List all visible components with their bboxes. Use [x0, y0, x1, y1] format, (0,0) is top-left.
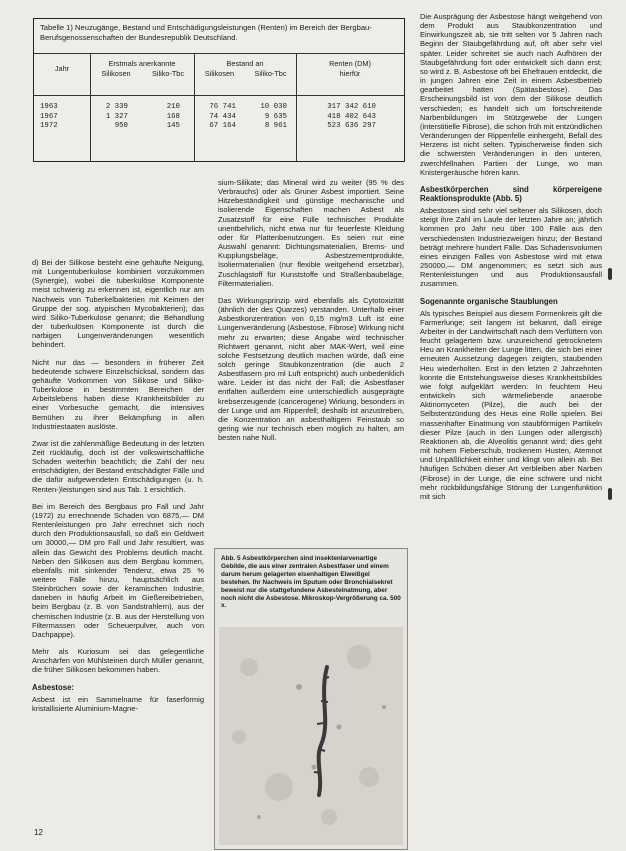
table-caption: Tabelle 1) Neuzugänge, Bestand und Entschädigungsleistungen (Renten) im Bereich der Bergbau-Berufsgenossenschaften der Bundesrepublik Deutschland. — [40, 23, 372, 42]
cell-silikosen-b: 76 741 — [209, 103, 236, 111]
section-heading: Asbestkörperchen sind körpereigene Reaktionsprodukte (Abb. 5) — [420, 184, 602, 203]
margin-marker — [608, 488, 612, 500]
paragraph: d) Bei der Silikose besteht eine gehäufte Neigung, mit Lungentuberkulose kombiniert vorzukommen (Synergie), wobei die tuberkulöse Komponente meist schwierig zu erkennen ist, eigentlich nur am Nachweis von Tuberkelbakterien mit Keimen der Gruppe der sog. atypischen Mycobakterien); das wird Siliko-Tuberkulose genannt; die Behandlung der tuberkulösen Komponente ist durch die narbigen Lungenveränderungen wesentlich behindert. — [32, 258, 204, 350]
cell-silikosen-a: 950 — [114, 122, 128, 130]
micrograph-image — [219, 627, 403, 845]
cell-silikotbc-a: 145 — [166, 122, 180, 130]
paragraph: sium-Silikate; das Mineral wird zu weiter (95 % des Verbrauchs) oder als Gruner Asbest importiert. Seine Hitzebeständigkeit und günstige mechanische und isolierende Eigenschaften machen Asbest als Zusatzstoff für eine Fülle technischer Produkte unentbehrlich, nicht etwa nur für feuerfeste Kleidung oder für Plattenbenutzungen. Es seien nur eine Auswahl genannt: Dichtungsmaterialien, Brems- und Kupplungsbeläge, Asbestzementprodukte, Isoliermaterialien (nur flexible weitgehend ersetzbar), Zuschlagstoff für Kunststoffe und Straßenbaubeläge, Filtermaterialien. — [218, 178, 404, 288]
cell-silikosen-a: 2 339 — [105, 103, 128, 111]
header-silikotbc-b: Siliko-Tbc — [254, 69, 287, 78]
paragraph: Asbest ist ein Sammelname für faserförmig kristallisierte Aluminium-Magne- — [32, 694, 204, 713]
cell-silikotbc-b: 9 635 — [264, 112, 287, 121]
cell-renten: 317 342 610 — [327, 103, 376, 111]
cell-jahr-1967: 1967 — [40, 112, 58, 121]
cell-silikosen-b: 74 434 — [209, 112, 236, 121]
text-column-middle — [218, 178, 404, 450]
paragraph: Als typisches Beispiel aus diesem Formenkreis gilt die Farmerlunge; seit langem ist bekannt, daß einige Arbeiter in der Landwirtschaft nach dem Verfüttern von feucht gelagertem bzw. unzureichend getrocknetem Heu an Krankheiten der Lunge litten, die sich bei einer erneuten Aussetzung dagegen zeigten, staubenden Heu wiederholten. Erst in den letzten 2 Jahrzehnten konnte die Entstehungsweise dieses Krankheitsbildes wie folgt aufgeklärt werden: In feuchtem Heu entwickeln sich wärmeliebende anaerobe Aktinomyceten (Pilze), die auch bei der Selbstentzündung des Heus eine Rolle spielen. Bei massenhafter Einatmung von staubförmigen Partikeln dieser Pilze (auch in den Lungen oder allergisch) Reaktionen ab, die Alveolitis genannt wird; dies geht mit hohem Fieberschub, trockenem Husten, Atemnot und Unpäßlichkeit einher und klingt von allein ab. Bei häufigen Schüben dieser Art verbleiben aber Narben (Fibrose) in der Lunge, die eine schwere und nicht mehr rückbildungsfähige Störung der Lungenfunktion mit sich — [420, 308, 602, 501]
data-table — [33, 18, 405, 162]
cell-silikotbc-a: 210 — [166, 103, 180, 111]
figure-caption: Abb. 5 Asbestkörperchen sind insektenlarvenartige Gebilde, die aus einer zentralen Asbestfaser und einem darum herum gelagerten eisenhaltigen Eiweißgel bestehen. Ihr Nachweis im Sputum oder Bronchialsekret beweist nur die stattgefundene Asbesteinatmung, aber noch nicht die Asbestose. Mikroskop-Vergrößerung ca. 500 x. — [221, 555, 401, 610]
paragraph: Bei im Bereich des Bergbaus pro Fall und Jahr (1972) zu errechnende Schaden von 6875,— DM Rentenleistungen pro Jahr errechnet sich noch durch den Produktionsausfall, so daß ein Geldwert um 30000,— DM pro Fall und Jahr resultiert, was allein das Gewicht des Problems deutlich macht. Neben den Silikosen aus dem Bergbau kommen, ebenfalls mit sinkender Tendenz, etwa 25 % weitere Fälle hinzu, hauptsächlich aus Steinbrüchen sowie der keramischen Industrie, daneben in häufig Arbeit im Gießereibetrieben, beim Bergbau (z. B. von Sandstrahlern), aus der chemischen Industrie (z. B. aus der Herstellung von Filtermassen oder Scheuerpulver, auch von Dachpappe). — [32, 501, 204, 639]
section-heading: Sogenannte organische Staublungen — [420, 296, 558, 306]
paragraph: Die Ausprägung der Asbestose hängt weitgehend von dem Produkt aus Staubkonzentration und Einwirkungszeit ab, sie tritt selten vor 5 Jahren nach Beginn der Staubgefährdung auf, oft aber sehr viel später. Leider schreitet sie auch nach Aufhören der Staubgefährdung fort oder entwickelt sich dann erst; so wird z. B. Asbestose oft bei Ehefrauen entdeckt, die in jungen Jahren eine Zeit in einem Asbestbetrieb gearbeitet hatten (Spätasbestose). Das Erscheinungsbild ist von dem der Silikose deutlich verschieden; es handelt sich um fortschreitende Narbenbildungen im Stützgewebe der Lungen (interstitielle Fibrose), die schon früh mit entzündlichen Veränderungen der Rippenfelle einhergeht, Befall des Herzens ist nicht selten. Typischerweise finden sich die schwersten Veränderungen in den unteren, zwerchfellnahen Partien der Lunge, wo man Knistergeräusche hören kann. — [420, 12, 602, 177]
header-hierfuer: hierfür — [339, 69, 361, 78]
paragraph: Asbestosen sind sehr viel seltener als Silikosen, doch steigt ihre Zahl im Laufe der letzten Jahre an; jährlich kommen pro Jahr neu über 100 Fälle aus den verschiedensten Industriezweigen hinzu; der Bestand beträgt mehrere hundert Fälle. Das Schadensvolumen eines einzigen Falles von Asbestose wird mit etwa 250000,— DM angenommen; es setzt sich aus Rentenleistungen und aus Produktionsausfall zusammen. — [420, 206, 602, 289]
margin-marker — [608, 268, 612, 280]
cell-renten: 418 402 643 — [327, 112, 376, 121]
cell-jahr-1963: 1963 — [40, 103, 58, 111]
cell-silikotbc-a: 168 — [166, 112, 180, 121]
header-renten: Renten (DM) — [329, 59, 371, 68]
header-silikosen-b: Silikosen — [204, 69, 235, 78]
cell-silikotbc-b: 10 030 — [260, 103, 287, 111]
paragraph: Nicht nur das — besonders in früherer Zeit bedeutende schwere Einzelschicksal, sondern das gehäufte Vorkommen von Silikose und Siliko-Tuberkulose in bestimmten Bereichen der Arbeitslebens haben diese Krankheitsbilder zu einer Vorbesuche gemacht, die intensives Bemühen zu ihrer Bekämpfung in allen Industriestaaten auslöste. — [32, 357, 204, 431]
cell-jahr-1972: 1972 — [40, 122, 58, 130]
text-column-left — [32, 258, 204, 721]
header-silikotbc-a: Siliko-Tbc — [151, 69, 185, 78]
header-bestand: Bestand an — [226, 59, 264, 68]
header-silikosen-a: Silikosen — [101, 69, 131, 78]
cell-silikotbc-b: 8 961 — [264, 122, 287, 130]
figure — [214, 548, 408, 850]
section-heading: Asbestose: — [32, 682, 75, 692]
text-column-right — [420, 12, 602, 509]
paragraph: Zwar ist die zahlenmäßige Bedeutung in der letzten Zeit rückläufig, doch ist der volkswirtschaftliche Schaden weiterhin beachtlich; die Zahl der neu entschädigten, der Bestand entschädigter Fälle und die dafür aufgewendeten Entschädigungen (u. h. Renten-)leistungen sind aus Tab. 1 ersichtlich. — [32, 438, 204, 494]
paragraph: Das Wirkungsprinzip wird ebenfalls als Cytotoxizität (ähnlich der des Quarzes) verstanden. Unterhalb einer Asbestkonzentration von 0,15 mg/m3 Luft ist eine Lungenveränderung (Asbestose, Fibrose) Wirkung nicht mehr zu erwarten; diese Angabe wird technischer Richtwert genannt, nicht aber MAK-Wert, weil eine solche Festsetzung deutlich machen würde, daß eine solch geringe Staubkonzentration (die auch 2 Asbestfasern pro ml Luft entspricht) auch unbedenklich wäre. Leider ist das nicht der Fall; die Asbestfaser entfalten außerdem eine unterschiedlich ausgeprägte krebserzeugende (cancerogene) Wirkung, besonders in der Lunge und am Rippenfell; deshalb ist anzustreben, die Konzentration an asbesthaltigem Feinstaub so gering wie nur technisch eben möglich zu halten, am besten nahe Null. — [218, 295, 404, 443]
cell-silikosen-a: 1 327 — [105, 112, 128, 121]
paragraph: Mehr als Kuriosum sei das gelegentliche Anschärfen von Mühlsteinen durch Müller genannt, die früher Silikosen bekommen haben. — [32, 647, 204, 675]
header-jahr: Jahr — [54, 64, 70, 73]
page-number: 12 — [34, 828, 43, 837]
cell-renten: 523 636 297 — [327, 122, 376, 130]
cell-silikosen-b: 67 164 — [209, 122, 236, 130]
header-erstmals: Erstmals anerkannte — [108, 59, 176, 68]
